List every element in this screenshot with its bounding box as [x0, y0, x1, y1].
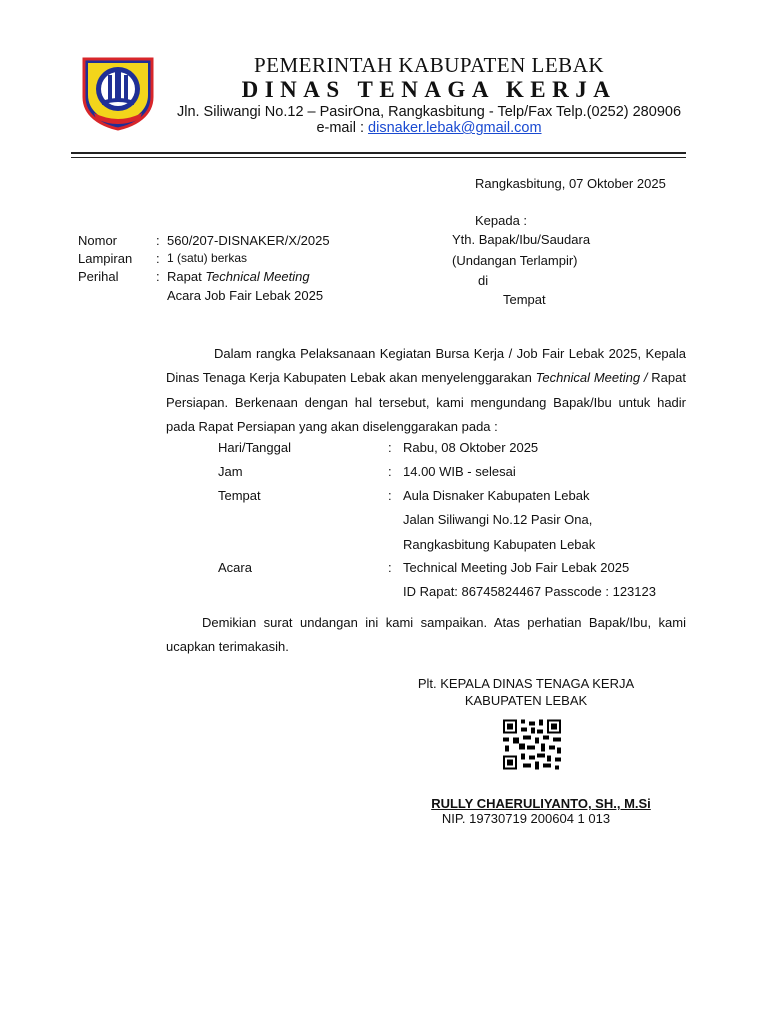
perihal-colon: : [156, 269, 160, 284]
nomor-label: Nomor [78, 233, 118, 248]
agency-title: DINAS TENAGA KERJA [241, 77, 617, 102]
address-line: Jln. Siliwangi No.12 – PasirOna, Rangkasbitung - Telp/Fax Telp.(0252) 280906 [176, 104, 682, 120]
lampiran-value: 1 (satu) berkas [167, 251, 248, 265]
header-divider-thin [71, 157, 686, 158]
recipient-note: (Undangan Terlampir) [452, 253, 578, 268]
perihal-value [167, 269, 310, 284]
schedule-colon: : [388, 440, 392, 455]
closing-paragraph [166, 611, 686, 660]
schedule-jam-value: 14.00 WIB - selesai [403, 464, 516, 479]
closing-text: Demikian surat undangan ini kami sampaikan. Atas perhatian Bapak/Ibu, kami ucapkan terimakasih. [166, 615, 686, 655]
schedule-colon: : [388, 560, 392, 575]
recipient-name: Yth. Bapak/Ibu/Saudara [452, 232, 591, 247]
schedule-tempat-label: Tempat [218, 488, 261, 503]
body-italic: Technical Meeting / [535, 370, 648, 386]
perihal-prefix: Rapat [167, 269, 206, 284]
schedule-tempat-line3: Rangkasbitung Kabupaten Lebak [403, 537, 596, 552]
schedule-acara-line2: ID Rapat: 86745824467 Passcode : 123123 [403, 584, 656, 599]
signature-name [406, 796, 676, 811]
nomor-colon: : [156, 233, 160, 248]
government-title: PEMERINTAH KABUPATEN LEBAK [253, 53, 605, 77]
schedule-jam-label: Jam [218, 464, 243, 479]
email-label: e-mail : [316, 120, 364, 136]
schedule-tempat-line2: Jalan Siliwangi No.12 Pasir Ona, [403, 512, 593, 527]
schedule-hari-label: Hari/Tanggal [218, 440, 291, 455]
signature-title-line1: Plt. KEPALA DINAS TENAGA KERJA [417, 676, 635, 691]
header-divider-thick [71, 152, 686, 154]
recipient-to-label: Kepada : [475, 213, 528, 228]
perihal-label: Perihal [78, 269, 119, 284]
perihal-italic: Technical Meeting [205, 269, 310, 284]
lampiran-colon: : [156, 251, 160, 266]
regency-logo-icon [78, 55, 158, 131]
schedule-hari-value: Rabu, 08 Oktober 2025 [403, 440, 539, 455]
signature-nip: NIP. 19730719 200604 1 013 [441, 811, 611, 826]
email-link[interactable]: disnaker.lebak@gmail.com [368, 120, 542, 136]
lampiran-label: Lampiran [78, 251, 133, 266]
nomor-value: 560/207-DISNAKER/X/2025 [167, 233, 330, 248]
schedule-acara-line1: Technical Meeting Job Fair Lebak 2025 [403, 560, 630, 575]
schedule-acara-label: Acara [218, 560, 252, 575]
body-paragraph [166, 342, 686, 439]
signature-name-text: RULLY CHAERULIYANTO, SH., M.Si [431, 796, 651, 811]
qr-code-icon [503, 719, 561, 770]
email-line [160, 120, 698, 136]
perihal-line2: Acara Job Fair Lebak 2025 [167, 288, 324, 303]
schedule-colon: : [388, 464, 392, 479]
letter-date: Rangkasbitung, 07 Oktober 2025 [475, 176, 666, 191]
recipient-di: di [478, 273, 489, 288]
schedule-colon: : [388, 488, 392, 503]
body-text-a: Dalam rangka Pelaksanaan Kegiatan Bursa Kerja / Job Fair Lebak 2025, Kepala Dinas Tenaga Kerja Kabupaten Lebak akan menyelenggarakan [166, 346, 686, 386]
schedule-tempat-line1: Aula Disnaker Kabupaten Lebak [403, 488, 590, 503]
signature-title-line2: KABUPATEN LEBAK [464, 693, 588, 708]
recipient-place: Tempat [503, 292, 546, 307]
body-text-b: Rapat Persiapan. Berkenaan dengan hal tersebut, kami mengundang Bapak/Ibu untuk hadir pada Rapat Persiapan yang akan diselenggarakan pada : [166, 370, 686, 434]
